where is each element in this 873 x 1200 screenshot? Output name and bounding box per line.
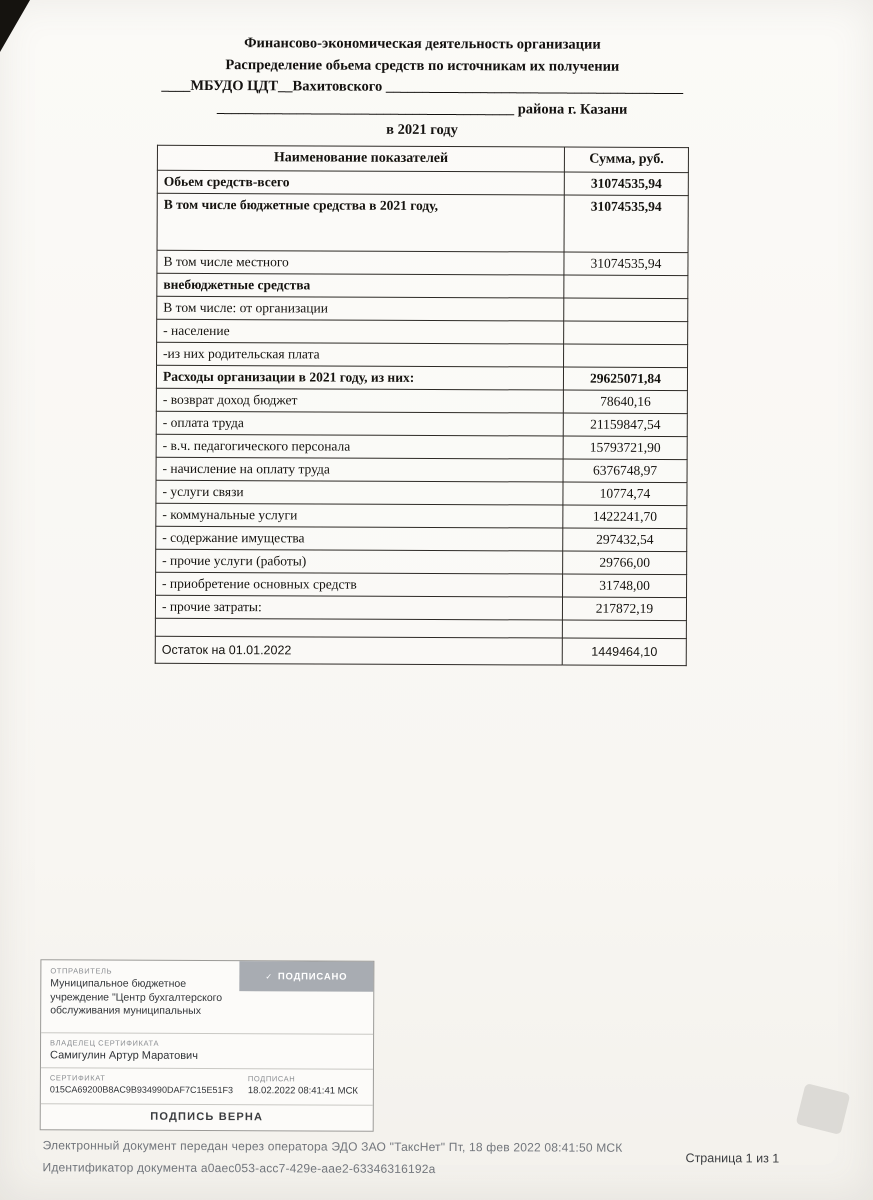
table-row [156,526,687,551]
row-value: 1449464,10 [562,638,686,666]
row-label: - в.ч. педагогического персонала [156,434,563,459]
row-value: 217872,19 [563,597,687,621]
row-value: 15793721,90 [563,436,687,460]
signed-column [248,1074,364,1097]
row-value: 29766,00 [563,551,687,575]
row-value: 6376748,97 [563,459,687,483]
table-row [156,388,687,413]
sender-label: ОТПРАВИТЕЛЬ [50,966,113,976]
row-label: - население [157,319,564,344]
title-line-2: Распределение обьема средств по источникам их получении [225,56,620,75]
row-value: 29625071,84 [564,367,688,391]
row-label: - возврат доход бюджет [156,388,563,413]
table-row-spacer [155,618,686,638]
stamp-certificate-section [41,1067,373,1104]
title-line-5-year: в 2021 году [386,121,458,139]
digital-signature-stamp [40,959,375,1131]
row-label: - прочие услуги (работы) [156,549,563,574]
check-icon: ✓ [265,971,273,981]
signed-label: ПОДПИСАН [247,1074,296,1084]
row-label: В том числе местного [157,250,564,275]
row-label: внебюджетные средства [157,273,564,298]
title-line-4-district: _________________________________________ района г. Казани [216,99,628,118]
row-label [155,618,562,638]
row-label: В том числе бюджетные средства в 2021 году, [157,193,564,252]
table-row [155,636,686,665]
row-value: 31748,00 [563,574,687,598]
table-row [157,319,688,344]
certificate-column [50,1073,248,1097]
edo-footer [42,1134,742,1181]
row-label: - приобретение основных средств [156,572,563,597]
row-label: - содержание имущества [156,526,563,551]
row-label: - коммунальные услуги [156,503,563,528]
table-row [156,457,687,482]
row-value [564,275,688,299]
row-value: 31074535,94 [564,252,688,276]
table-row [157,342,688,367]
table-row [156,480,687,505]
row-value: 21159847,54 [563,413,687,437]
column-header-indicator: Наименование показателей [157,145,564,172]
table-row [156,549,687,574]
row-label: Остаток на 01.01.2022 [155,636,562,665]
sender-name: Муниципальное бюджетное учреждение "Центр бухгалтерского обслуживания муниципальных [50,977,223,1018]
footer-transfer-info: Электронный документ передан через оператора ЭДО ЗАО "ТаксНет" Пт, 18 фев 2022 08:41:50 МСК [42,1138,623,1155]
signed-badge [239,961,373,992]
certificate-owner-label: ВЛАДЕЛЕЦ СЕРТИФИКАТА [50,1038,160,1048]
row-value: 10774,74 [563,482,687,506]
row-label: Расходы организации в 2021 году, из них: [156,365,563,390]
signed-datetime: 18.02.2022 08:41:41 МСК [247,1085,359,1097]
row-label: Обьем средств-всего [157,170,564,195]
row-label: - начисление на оплату труда [156,457,563,482]
signature-verdict: ПОДПИСЬ ВЕРНА [41,1103,373,1130]
table-row [156,572,687,597]
certificate-owner-name: Самигулин Артур Маратович [49,1049,198,1062]
table-row [157,170,688,195]
document-title-block [142,33,702,143]
certificate-number: 015CA69200B8AC9B934990DAF7C15E51F3 [49,1084,234,1096]
table-row [156,503,687,528]
row-value: 31074535,94 [564,172,688,196]
table-row [157,273,688,298]
table-row [157,250,688,275]
table-row [155,595,686,620]
title-line-1: Финансово-экономическая деятельность организации [244,35,601,53]
certificate-label: СЕРТИФИКАТ [49,1073,106,1083]
row-value [564,298,688,322]
row-value [564,321,688,345]
table-row [156,434,687,459]
row-label: - прочие затраты: [155,595,562,620]
footer-document-id: Идентификатор документа a0aec053-acc7-429e-aae2-63346316192a [42,1160,436,1177]
page-indicator: Страница 1 из 1 [685,1151,780,1166]
row-value: 1422241,70 [563,505,687,529]
column-header-sum: Сумма, руб. [564,147,688,173]
table-row [157,193,688,252]
stamp-owner-section [41,1032,373,1068]
row-label: -из них родительская плата [157,342,564,367]
row-label: В том числе: от организации [157,296,564,321]
title-line-3-org-name: ____МБУДО ЦДТ__Вахитовского _________________________________________ [161,77,684,97]
row-label: - оплата труда [156,411,563,436]
row-value: 31074535,94 [564,195,688,253]
row-label: - услуги связи [156,480,563,505]
table-row [157,296,688,321]
row-value [564,344,688,368]
signed-badge-label: ПОДПИСАНО [277,970,348,983]
financial-table [155,145,689,666]
row-value: 297432,54 [563,528,687,552]
table-row [156,365,687,390]
table-header-row [157,145,688,172]
stamp-sender-section [41,960,373,1033]
table-row [156,411,687,436]
row-value [562,620,686,639]
row-value: 78640,16 [563,390,687,414]
